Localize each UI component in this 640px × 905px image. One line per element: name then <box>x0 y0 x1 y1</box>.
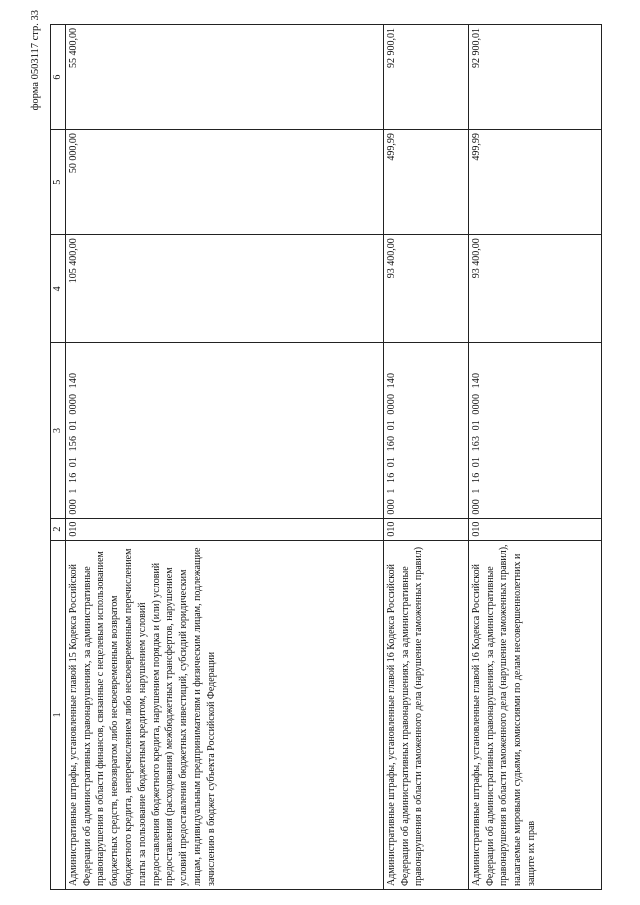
row-line-code: 010 <box>468 518 601 540</box>
row-value-col4: 93 400,00 <box>468 235 601 343</box>
header-col-6: 6 <box>51 25 66 130</box>
row-name: Административные штрафы, установленные главой 15 Кодекса Российской Федерации об административных правонарушениях, за административные правонарушения в области финансов, связанные с нецелевым использованием бюджетных средств, невозвратом либо несвоевременным возвратом бюджетного кредита, неперечислением либо несвоевременным перечислением платы за пользование бюджетным кредитом, нарушением условий предоставления бюджетного кредита, нарушением порядка и (или) условий предоставления (расходования) межбюджетных трансфертов, нарушением условий предоставления бюджетных инвестиций, субсидий юридическим лицам, индивидуальным предпринимателям и физическим лицам, подлежащие зачислению в бюджет субъекта Российской Федерации <box>65 540 383 889</box>
row-name: Административные штрафы, установленные главой 16 Кодекса Российской Федерации об административных правонарушениях, за административные правонарушения в области таможенного дела (нарушение таможенных правил) <box>383 540 468 889</box>
row-budget-code: 000 1 16 01 163 01 0000 140 <box>468 343 601 518</box>
row-value-col4: 93 400,00 <box>383 235 468 343</box>
header-col-2: 2 <box>51 518 66 540</box>
row-value-col4: 105 400,00 <box>65 235 383 343</box>
row-value-col6: 92 900,01 <box>383 25 468 130</box>
row-value-col5: 499,99 <box>383 130 468 235</box>
header-col-3: 3 <box>51 343 66 518</box>
table-row <box>468 25 601 890</box>
header-col-4: 4 <box>51 235 66 343</box>
header-col-1: 1 <box>51 540 66 889</box>
header-col-5: 5 <box>51 130 66 235</box>
row-value-col6: 55 400,00 <box>65 25 383 130</box>
row-line-code: 010 <box>65 518 383 540</box>
row-name: Административные штрафы, установленные главой 16 Кодекса Российской Федерации об административных правонарушениях, за административные правонарушения в области таможенного дела (нарушение таможенных правил), налагаемые мировыми судьями, комиссиями по делам несовершеннолетних и защите их прав <box>468 540 601 889</box>
header-row <box>51 25 66 890</box>
row-budget-code: 000 1 16 01 156 01 0000 140 <box>65 343 383 518</box>
income-report-table <box>50 24 602 890</box>
table-row <box>65 25 383 890</box>
form-number: форма 0503117 стр. 33 <box>30 10 41 111</box>
row-value-col5: 499,99 <box>468 130 601 235</box>
row-budget-code: 000 1 16 01 160 01 0000 140 <box>383 343 468 518</box>
table-row <box>383 25 468 890</box>
row-line-code: 010 <box>383 518 468 540</box>
row-value-col6: 92 900,01 <box>468 25 601 130</box>
row-value-col5: 50 000,00 <box>65 130 383 235</box>
rotated-page <box>30 10 620 890</box>
